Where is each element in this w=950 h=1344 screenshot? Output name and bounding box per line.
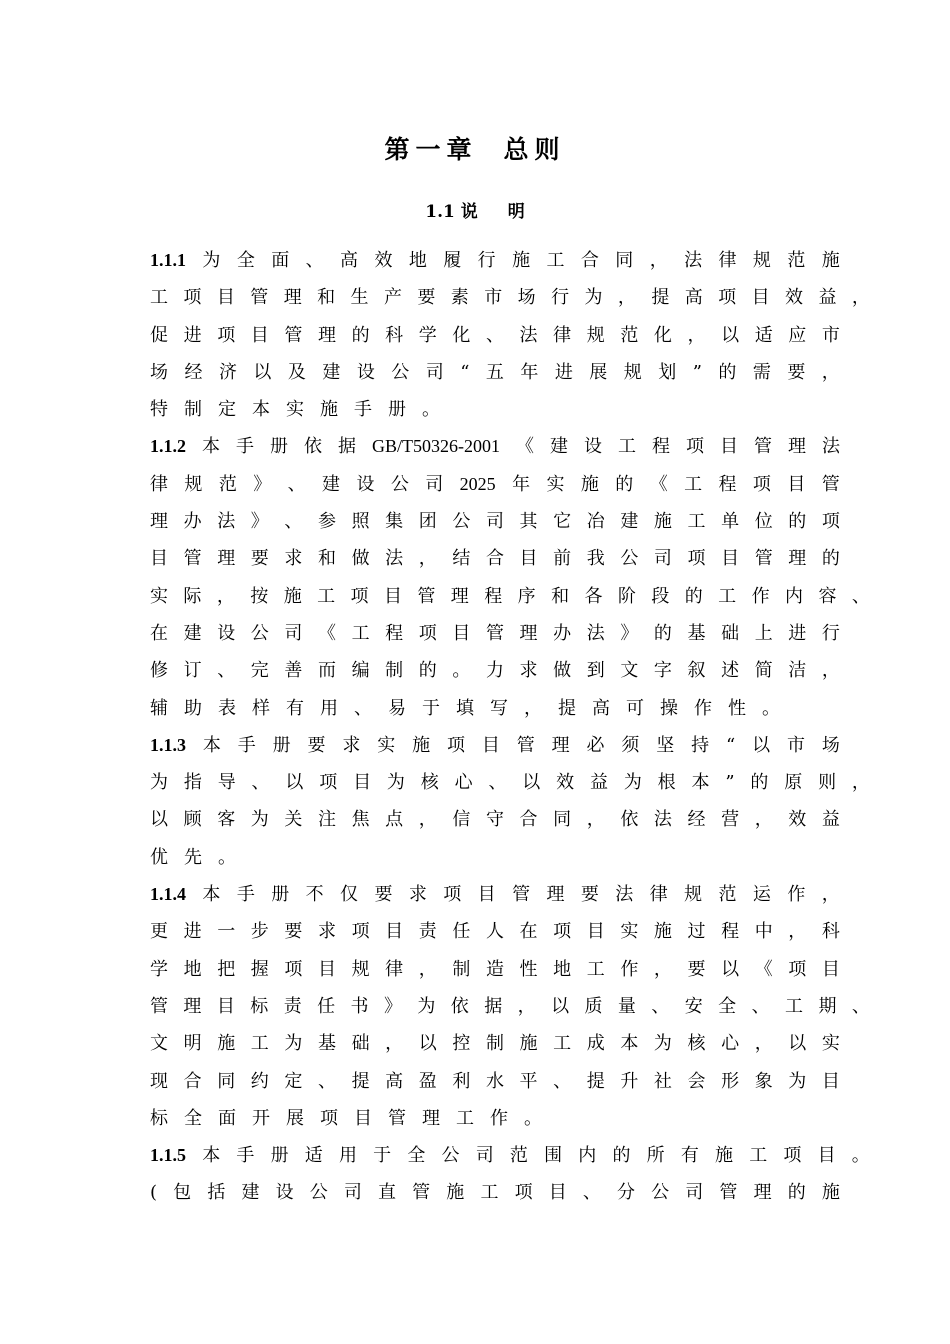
clause-number: 1.1.1 (150, 250, 186, 270)
paragraph-line: 文 明 施 工 为 基 础 ， 以 控 制 施 工 成 本 为 核 心 ， 以 实 (150, 1033, 840, 1055)
paragraph-line: 工 项 目 管 理 和 生 产 要 素 市 场 行 为 ， 提 高 项 目 效 益 ， (150, 287, 870, 309)
paragraph-line: 标 全 面 开 展 项 目 管 理 工 作 。 (150, 1107, 542, 1129)
paragraph-line: 以 顾 客 为 关 注 焦 点 ， 信 守 合 同 ， 依 法 经 营 ， 效 益 (150, 809, 840, 831)
paragraph-line: 修 订 、 完 善 而 编 制 的 。 力 求 做 到 文 字 叙 述 简 洁 ， (150, 660, 840, 682)
chapter-title (0, 132, 950, 168)
paragraph-line: 理 办 法 》 、 参 照 集 团 公 司 其 它 冶 建 施 工 单 位 的 项 (150, 511, 840, 533)
body-text (150, 242, 870, 1212)
paragraph-line: 目 管 理 要 求 和 做 法 ， 结 合 目 前 我 公 司 项 目 管 理 的 (150, 548, 840, 570)
chapter-name: 总则 (503, 135, 566, 164)
paragraph-line: 1.1.3 本 手 册 要 求 实 施 项 目 管 理 必 须 坚 持 “ 以 市 场 (150, 727, 840, 764)
paragraph-line: 学 地 把 握 项 目 规 律 ， 制 造 性 地 工 作 ， 要 以 《 项 目 (150, 958, 840, 980)
paragraph-line: 场 经 济 以 及 建 设 公 司 “ 五 年 进 展 规 划 ” 的 需 要 ， (150, 361, 840, 383)
paragraph-line: ( 包 括 建 设 公 司 直 管 施 工 项 目 、 分 公 司 管 理 的 施 (150, 1182, 840, 1204)
paragraph-line: 优 先 。 (150, 846, 236, 868)
clause-number: 1.1.4 (150, 884, 186, 905)
clause-number: 1.1.3 (150, 734, 186, 755)
paragraph-line: 实 际 ， 按 施 工 项 目 管 理 程 序 和 各 阶 段 的 工 作 内 容 、 (150, 585, 870, 607)
clause-number: 1.1.5 (150, 1145, 186, 1166)
paragraph-line: 特 制 定 本 实 施 手 册 。 (150, 399, 440, 421)
section-title (0, 200, 950, 224)
paragraph-line: 管 理 目 标 责 任 书 》 为 依 据 ， 以 质 量 、 安 全 、 工 期 、 (150, 995, 870, 1017)
section-name-b: 明 (507, 202, 525, 222)
paragraph-line: 在 建 设 公 司 《 工 程 项 目 管 理 办 法 》 的 基 础 上 进 行 (150, 622, 840, 644)
paragraph-line: 1.1.1 为 全 面 、 高 效 地 履 行 施 工 合 同 ， 法 律 规 范 施 (150, 242, 840, 279)
paragraph-line: 更 进 一 步 要 求 项 目 责 任 人 在 项 目 实 施 过 程 中 ， 科 (150, 921, 840, 943)
paragraph-line: 辅 助 表 样 有 用 、 易 于 填 写 ， 提 高 可 操 作 性 。 (150, 697, 780, 719)
section-name-a: 说 (460, 202, 478, 222)
paragraph-line: 律 规 范 》 、 建 设 公 司 2025 年 实 施 的 《 工 程 项 目 管 (150, 473, 840, 495)
paragraph-line: 1.1.5 本 手 册 适 用 于 全 公 司 范 围 内 的 所 有 施 工 项 目 。 (150, 1137, 870, 1174)
section-number: 1.1 (425, 202, 455, 222)
paragraph-line: 1.1.4 本 手 册 不 仅 要 求 项 目 管 理 要 法 律 规 范 运 作 ， (150, 876, 840, 913)
paragraph-line: 促 进 项 目 管 理 的 科 学 化 、 法 律 规 范 化 ， 以 适 应 市 (150, 324, 840, 346)
paragraph-line: 为 指 导 、 以 项 目 为 核 心 、 以 效 益 为 根 本 ” 的 原 则 ， (150, 772, 870, 794)
paragraph-line: 现 合 同 约 定 、 提 高 盈 利 水 平 、 提 升 社 会 形 象 为 目 (150, 1070, 840, 1092)
clause-number: 1.1.2 (150, 436, 186, 457)
paragraph-line: 1.1.2 本 手 册 依 据 GB/T50326-2001 《 建 设 工 程 项 目 管 理 法 (150, 428, 840, 465)
chapter-number: 第一章 (384, 135, 478, 164)
